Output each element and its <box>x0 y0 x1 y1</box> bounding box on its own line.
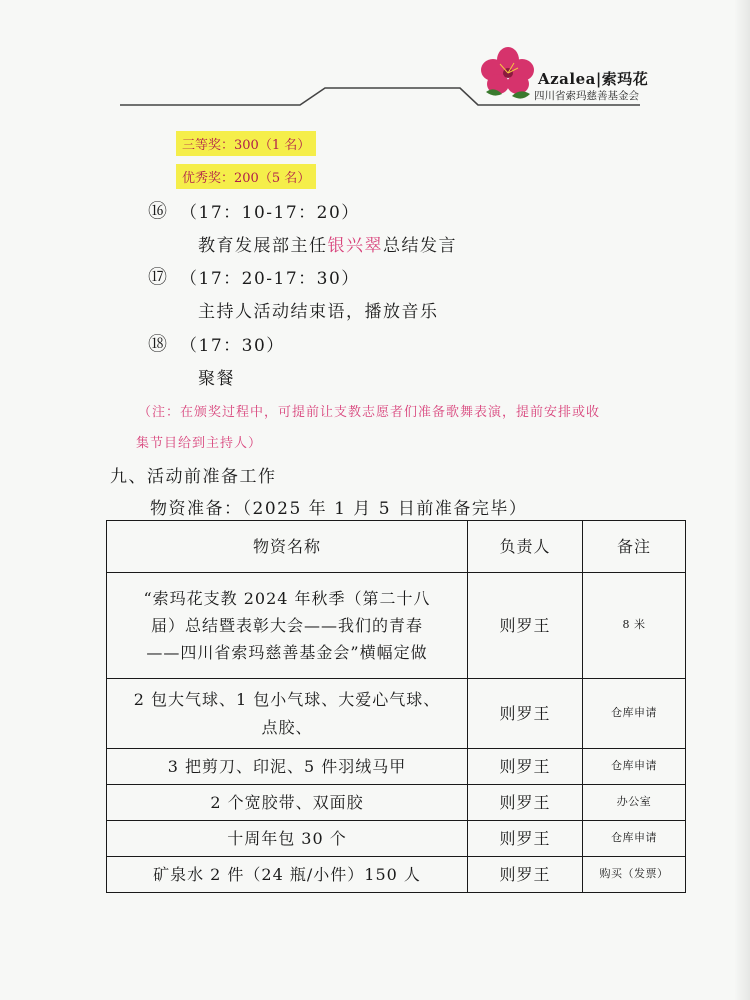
schedule-time: （17：20-17：30） <box>180 269 360 289</box>
item-name-cell: 2 个宽胶带、双面胶 <box>107 785 468 821</box>
remark-cell: 购买（发票） <box>583 857 686 893</box>
materials-table <box>106 520 686 893</box>
schedule-number: ⑯ <box>148 200 168 222</box>
item-name-cell: 十周年包 30 个 <box>107 821 468 857</box>
award-excellence-prize: 优秀奖：200（5 名） <box>176 164 316 189</box>
owner-cell: 则罗王 <box>468 573 583 679</box>
schedule-number: ⑱ <box>148 333 168 355</box>
owner-cell: 则罗王 <box>468 679 583 749</box>
table-row <box>107 679 686 749</box>
item-name-cell: 2 包大气球、1 包小气球、大爱心气球、 点胶、 <box>107 679 468 749</box>
column-header-item: 物资名称 <box>107 521 468 573</box>
remark-cell: 8 米 <box>583 573 686 679</box>
section-heading: 九、活动前准备工作 <box>110 467 277 487</box>
section-subheading: 物资准备：（2025 年 1 月 5 日前准备完毕） <box>150 499 528 519</box>
column-header-remark: 备注 <box>583 521 686 573</box>
table-row <box>107 573 686 679</box>
remark-cell: 办公室 <box>583 785 686 821</box>
schedule-time: （17：30） <box>180 336 285 356</box>
table-row <box>107 785 686 821</box>
highlighted-name: 银兴翠 <box>327 236 383 256</box>
table-row <box>107 821 686 857</box>
logo-title: Azalea|索玛花 <box>538 70 649 88</box>
item-name-cell: 3 把剪刀、印泥、5 件羽绒马甲 <box>107 749 468 785</box>
remark-cell: 仓库申请 <box>583 749 686 785</box>
owner-cell: 则罗王 <box>468 785 583 821</box>
owner-cell: 则罗王 <box>468 821 583 857</box>
azalea-flower-logo <box>478 46 538 104</box>
item-name-cell: 矿泉水 2 件（24 瓶/小件）150 人 <box>107 857 468 893</box>
owner-cell: 则罗王 <box>468 857 583 893</box>
owner-cell: 则罗王 <box>468 749 583 785</box>
note-line-2: 集节目给到主持人） <box>136 436 263 451</box>
table-header-row <box>107 521 686 573</box>
remark-cell: 仓库申请 <box>583 679 686 749</box>
schedule-description: 聚餐 <box>198 369 235 389</box>
table-row <box>107 857 686 893</box>
award-third-prize: 三等奖：300（1 名） <box>176 131 316 156</box>
logo-subtitle: 四川省索玛慈善基金会 <box>534 90 639 102</box>
scan-edge-shadow <box>734 0 750 1000</box>
schedule-description: 教育发展部主任银兴翠总结发言 <box>198 236 457 256</box>
schedule-number: ⑰ <box>148 266 168 288</box>
schedule-time: （17：10-17：20） <box>180 203 360 223</box>
item-name-cell: “索玛花支教 2024 年秋季（第二十八 届）总结暨表彰大会——我们的青春 ——四川省索玛慈善基金会”横幅定做 <box>107 573 468 679</box>
schedule-description: 主持人活动结束语，播放音乐 <box>198 302 439 322</box>
table-row <box>107 749 686 785</box>
remark-cell: 仓库申请 <box>583 821 686 857</box>
note-line-1: （注：在颁奖过程中，可提前让支教志愿者们准备歌舞表演，提前安排或收 <box>138 405 601 420</box>
column-header-owner: 负责人 <box>468 521 583 573</box>
